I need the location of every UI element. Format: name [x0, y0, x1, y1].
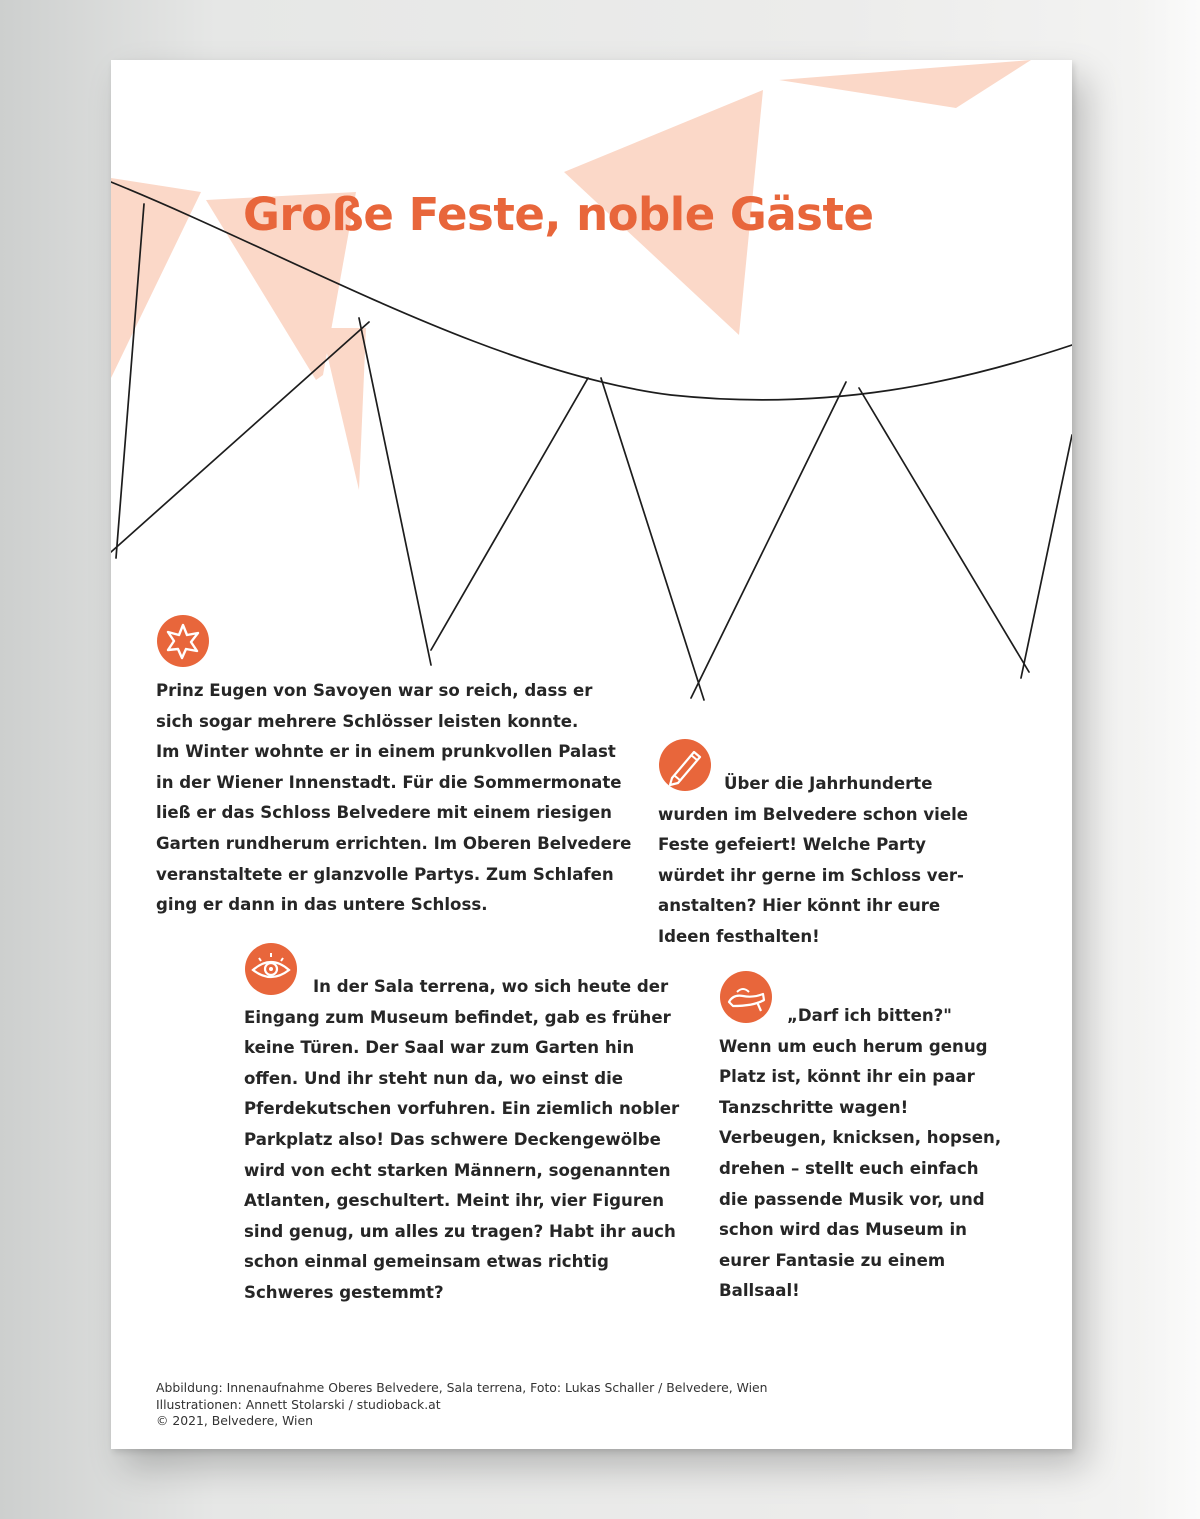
credits-footer [156, 1380, 768, 1430]
text-line: Wenn um euch herum genug [719, 1036, 988, 1056]
text-line: Tanzschritte wagen! [719, 1097, 909, 1117]
text-line: drehen – stellt euch einfach [719, 1158, 979, 1178]
text-line: wird von echt starken Männern, sogenannten [244, 1160, 671, 1180]
section-tanz [719, 1001, 1001, 1307]
credit-line: © 2021, Belvedere, Wien [156, 1413, 313, 1429]
text-line: Garten rundherum errichten. Im Oberen Belvedere [156, 833, 632, 853]
pastel-flags [111, 60, 1031, 490]
text-line: sich sogar mehrere Schlösser leisten konnte. [156, 711, 579, 731]
wall-background [1140, 0, 1200, 1519]
section-feste [658, 769, 968, 953]
text-line: eurer Fantasie zu einem [719, 1250, 946, 1270]
text-line: sind genug, um alles zu tragen? Habt ihr auch [244, 1221, 676, 1241]
text-line: die passende Musik vor, und [719, 1189, 985, 1209]
text-line: Ballsaal! [719, 1281, 800, 1301]
text-line: Pferdekutschen vorfuhren. Ein ziemlich nobler [244, 1099, 680, 1119]
text-line: Ideen festhalten! [658, 926, 820, 946]
text-line: Eingang zum Museum befindet, gab es früher [244, 1007, 671, 1027]
star-icon [156, 614, 210, 668]
text-line: Feste gefeiert! Welche Party [658, 835, 926, 855]
text-line: schon wird das Museum in [719, 1220, 967, 1240]
text-line: anstalten? Hier könnt ihr eure [658, 896, 941, 916]
section-sala-terrena [244, 972, 679, 1309]
text-line: würdet ihr gerne im Schloss ver- [658, 865, 964, 885]
section-prinz-eugen [156, 676, 631, 921]
text-line: Verbeugen, knicksen, hopsen, [719, 1128, 1002, 1148]
text-line: Atlanten, geschultert. Meint ihr, vier Figuren [244, 1191, 665, 1211]
text-line: ließ er das Schloss Belvedere mit einem riesigen [156, 803, 612, 823]
credit-line: Abbildung: Innenaufnahme Oberes Belvedere, Sala terrena, Foto: Lukas Schaller / Belvedere, Wien [156, 1380, 768, 1395]
text-line: In der Sala terrena, wo sich heute der [313, 977, 669, 996]
page-title: Große Feste, noble Gäste [243, 188, 874, 241]
text-line: in der Wiener Innenstadt. Für die Sommermonate [156, 772, 622, 792]
text-line: wurden im Belvedere schon viele [658, 804, 969, 824]
text-line: Über die Jahrhunderte [724, 774, 933, 793]
text-line: Im Winter wohnte er in einem prunkvollen Palast [156, 742, 616, 762]
text-line: keine Türen. Der Saal war zum Garten hin [244, 1038, 635, 1058]
text-line: schon einmal gemeinsam etwas richtig [244, 1252, 609, 1272]
text-line: offen. Und ihr steht nun da, wo einst die [244, 1068, 624, 1088]
text-line: veranstaltete er glanzvolle Partys. Zum Schlafen [156, 864, 614, 884]
text-line: Schweres gestemmt? [244, 1282, 444, 1302]
bunting-garland-illustration [111, 60, 1072, 720]
text-line: Prinz Eugen von Savoyen war so reich, dass er [156, 681, 593, 700]
text-line: Parkplatz also! Das schwere Deckengewölbe [244, 1129, 661, 1149]
text-line: Platz ist, könnt ihr ein paar [719, 1067, 975, 1087]
text-line: „Darf ich bitten?" [787, 1006, 952, 1025]
credit-line: Illustrationen: Annett Stolarski / studioback.at [156, 1396, 441, 1412]
document-page [111, 60, 1072, 1449]
text-line: ging er dann in das untere Schloss. [156, 895, 488, 915]
